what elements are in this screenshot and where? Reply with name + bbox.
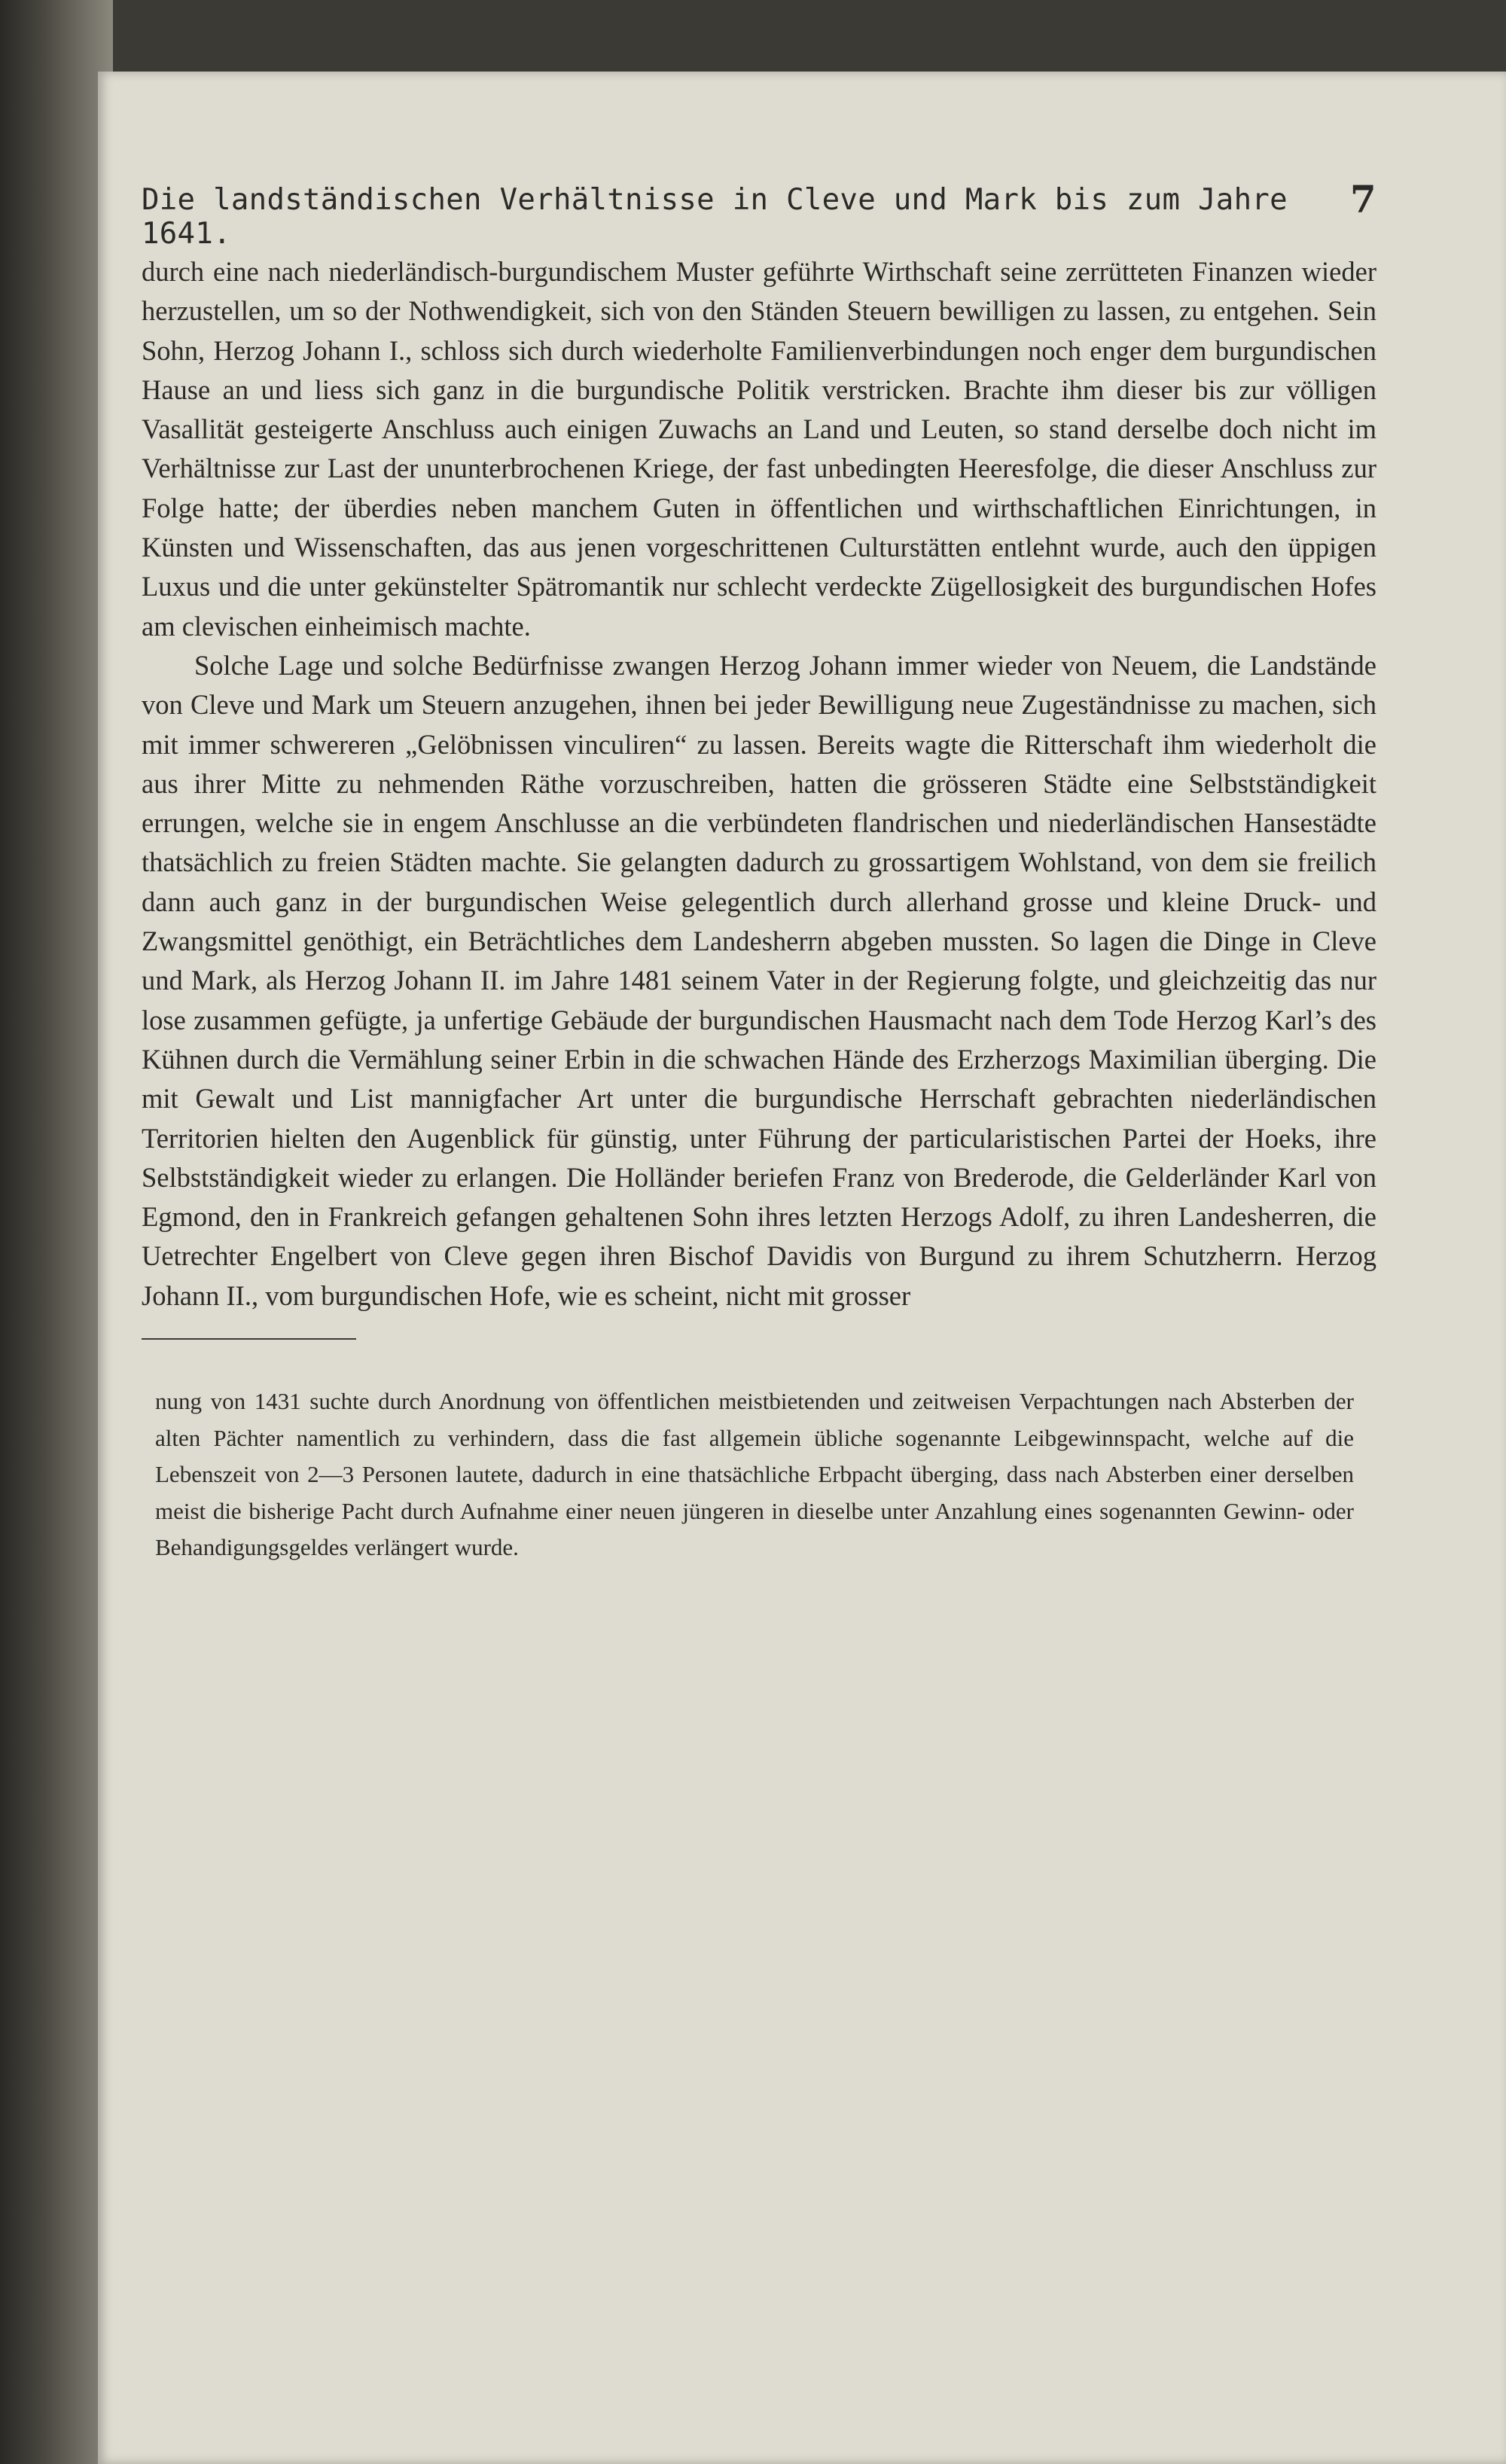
page-content xyxy=(142,177,1376,1566)
book-gutter xyxy=(0,0,113,2464)
page-number: 7 xyxy=(1349,177,1376,221)
paragraph: Solche Lage und solche Bedürfnisse zwangen Herzog Johann immer wieder von Neuem, die Landstände von Cleve und Mark um Steuern anzugehen, ihnen bei jeder Bewilligung neue Zugeständnisse zu machen, sich mit immer schwereren „Gelöbnissen vinculiren“ zu lassen. Bereits wagte die Ritterschaft ihm wiederholt die aus ihrer Mitte zu nehmenden Räthe vorzuschreiben, hatten die grösseren Städte eine Selbstständigkeit errungen, welche sie in engem Anschlusse an die verbündeten flandrischen und niederländischen Hansestädte thatsächlich zu freien Städten machte. Sie gelangten dadurch zu grossartigem Wohlstand, von dem sie freilich dann auch ganz in der burgundischen Weise gelegentlich durch allerhand grosse und kleine Druck- und Zwangsmittel genöthigt, ein Beträchtliches dem Landesherrn abgeben mussten. So lagen die Dinge in Cleve und Mark, als Herzog Johann II. im Jahre 1481 seinem Vater in der Regierung folgte, und gleichzeitig das nur lose zusammen gefügte, ja unfertige Gebäude der burgundischen Hausmacht nach dem Tode Herzog Karl’s des Kühnen durch die Vermählung seiner Erbin in die schwachen Hände des Erzherzogs Maximilian überging. Die mit Gewalt und List mannigfacher Art unter die burgundische Herrschaft gebrachten niederländischen Territorien hielten den Augenblick für günstig, unter Führung der particularistischen Partei der Hoeks, ihre Selbstständigkeit wieder zu erlangen. Die Holländer beriefen Franz von Brederode, die Gelderländer Karl von Egmond, den in Frankreich gefangen gehaltenen Sohn ihres letzten Herzogs Adolf, zu ihren Landesherren, die Uetrechter Engelbert von Cleve gegen ihren Bischof Davidis von Burgund zu ihrem Schutzherrn. Herzog Johann II., vom burgundischen Hofe, wie es scheint, nicht mit grosser xyxy=(142,649,1376,1311)
running-title: Die landständischen Verhältnisse in Cleve und Mark bis zum Jahre 1641. xyxy=(142,183,1288,251)
book-page xyxy=(98,72,1506,2464)
running-head xyxy=(142,177,1376,251)
body-text xyxy=(142,252,1376,1316)
footnote-divider xyxy=(142,1338,356,1340)
footnote: nung von 1431 suchte durch Anordnung von öffentlichen meistbietenden und zeitweisen Verpachtungen nach Absterben der alten Pächter namentlich zu verhindern, dass die fast allgemein übliche sogenannte Leibgewinnspacht, welche auf die Lebenszeit von 2—3 Personen lautete, dadurch in eine thatsächliche Erbpacht überging, dass nach Absterben einer derselben meist die bisherige Pacht durch Aufnahme einer neuen jüngeren in dieselbe unter Anzahlung eines sogenannten Gewinn- oder Behandigungsgeldes verlängert wurde. xyxy=(155,1388,1354,1561)
paragraph: durch eine nach niederländisch-burgundischem Muster geführte Wirthschaft seine zerrütteten Finanzen wieder herzustellen, um so der Nothwendigkeit, sich von den Ständen Steuern bewilligen zu lassen, zu entgehen. Sein Sohn, Herzog Johann I., schloss sich durch wiederholte Familienverbindungen noch enger dem burgundischen Hause an und liess sich ganz in die burgundische Politik verstricken. Brachte ihm dieser bis zur völligen Vasallität gesteigerte Anschluss auch einigen Zuwachs an Land und Leuten, so stand derselbe doch nicht im Verhältnisse zur Last der ununterbrochenen Kriege, der fast unbedingten Heeresfolge, die dieser Anschluss zur Folge hatte; der überdies neben manchem Guten in öffentlichen und wirthschaftlichen Einrichtungen, in Künsten und Wissenschaften, das aus jenen vorgeschrittenen Culturstätten entlehnt wurde, auch den üppigen Luxus und die unter gekünstelter Spätromantik nur schlecht verdeckte Zügellosigkeit des burgundischen Hofes am clevischen einheimisch machte. xyxy=(142,256,1376,642)
